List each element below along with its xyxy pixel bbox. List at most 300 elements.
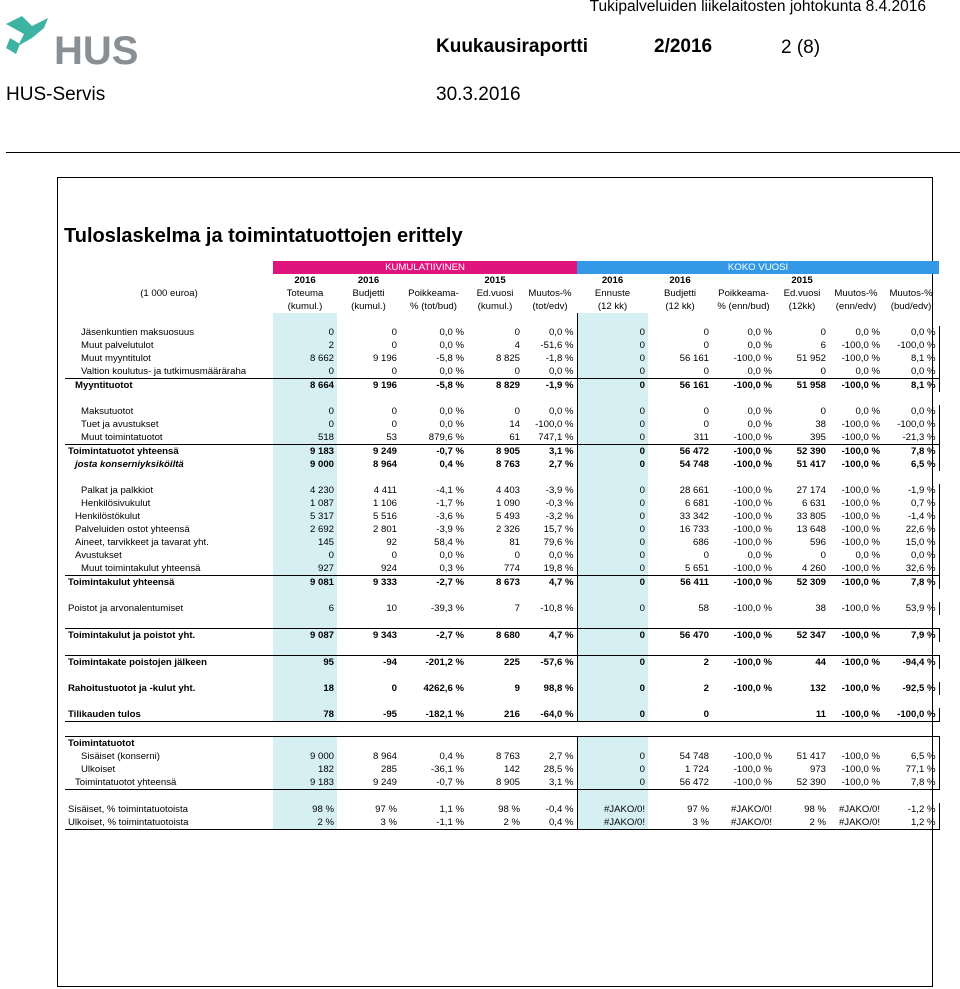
column-sublabel: % (enn/bud): [717, 300, 770, 312]
value-cell: 0,0 %: [439, 405, 464, 417]
value-cell: -100,0 %: [841, 536, 880, 548]
value-cell: [400, 737, 467, 751]
value-cell: 0,0 %: [548, 326, 574, 338]
spacer-row: [65, 615, 939, 629]
value-cell: 0: [577, 536, 648, 549]
value-cell: 747,1 %: [538, 431, 574, 443]
value-cell: 51 952: [796, 352, 826, 364]
value-cell: 0: [514, 549, 520, 561]
value-cell: 1 724: [684, 763, 709, 775]
spacer-cell: [577, 589, 648, 602]
value-cell: 2 801: [372, 523, 397, 535]
spacer-cell: [829, 695, 883, 708]
spacer-cell: [467, 392, 523, 405]
spacer-cell: [648, 471, 712, 484]
header-divider: [6, 152, 960, 153]
table-row: [65, 510, 939, 523]
value-cell: 0,0 %: [747, 405, 772, 417]
spacer-cell: [523, 615, 577, 629]
value-cell: 8 763: [495, 750, 520, 762]
spacer-cell: [337, 392, 400, 405]
value-cell: -100,0 %: [733, 352, 772, 364]
value-cell: -100,0 %: [535, 418, 574, 430]
value-cell: [648, 737, 712, 751]
row-label: Ulkoiset, % toimintatuotoista: [65, 816, 273, 830]
spacer-cell: [648, 695, 712, 708]
value-cell: -100,0 %: [712, 445, 775, 459]
table-row: [65, 629, 939, 643]
table-row: [65, 816, 939, 830]
value-cell: 0: [577, 750, 648, 763]
spacer-cell: [65, 790, 273, 804]
value-cell: #JAKO/0!: [730, 803, 772, 815]
report-title: Kuukausiraportti: [436, 36, 589, 57]
value-cell: 19,8 %: [543, 562, 574, 574]
spacer-cell: [577, 695, 648, 708]
spacer-cell: [883, 669, 939, 682]
value-cell: 33 805: [796, 510, 826, 522]
value-cell: 0: [577, 365, 648, 379]
value-cell: -5,8 %: [436, 352, 464, 364]
value-cell: -1,1 %: [400, 816, 467, 830]
table-row: [65, 682, 939, 695]
spacer-cell: [883, 471, 939, 484]
value-cell: 8 662: [273, 352, 337, 365]
column-sublabel: (12kk): [788, 300, 816, 312]
column-label-row: [65, 287, 939, 300]
spacer-cell: [883, 642, 939, 656]
value-cell: -100,0 %: [883, 339, 939, 352]
spacer-cell: [400, 642, 467, 656]
column-label: Ed.vuosi: [476, 287, 514, 299]
value-cell: 0,0 %: [883, 549, 939, 562]
spacer-cell: [648, 313, 712, 326]
column-year: [523, 274, 577, 287]
spacer-cell: [65, 615, 273, 629]
column-year: 2016: [294, 274, 316, 286]
spacer-cell: [400, 589, 467, 602]
value-cell: 132: [809, 682, 826, 694]
value-cell: 0: [577, 431, 648, 445]
spacer-cell: [337, 615, 400, 629]
value-cell: 9 333: [337, 576, 400, 590]
value-cell: 9 183: [273, 776, 337, 790]
value-cell: -100,0 %: [733, 431, 772, 443]
value-cell: 0: [703, 549, 709, 561]
value-cell: 7,9 %: [883, 629, 939, 643]
value-cell: -100,0 %: [829, 379, 883, 393]
value-cell: -0,7 %: [400, 776, 467, 790]
row-label: Toimintakulut yhteensä: [65, 576, 273, 590]
table-row: [65, 445, 939, 459]
hus-logo: [4, 14, 144, 70]
value-cell: 0,0 %: [883, 365, 939, 379]
column-sublabel: (tot/edv): [532, 300, 568, 312]
spacer-cell: [337, 790, 400, 804]
value-cell: -1,2 %: [883, 803, 939, 816]
value-cell: -100,0 %: [733, 750, 772, 762]
spacer-cell: [883, 790, 939, 804]
spacer-cell: [273, 589, 337, 602]
value-cell: 95: [273, 656, 337, 670]
spacer-cell: [523, 695, 577, 708]
value-cell: 8 905: [467, 445, 523, 459]
spacer-cell: [273, 642, 337, 656]
value-cell: 311: [693, 431, 709, 443]
column-sublabel: (kumul.): [287, 300, 323, 312]
spacer-cell: [829, 642, 883, 656]
value-cell: 0,0 %: [747, 326, 772, 338]
table-row: [65, 418, 939, 431]
column-sublabel: (kumul.): [351, 300, 386, 312]
value-cell: 54 748: [679, 750, 709, 762]
value-cell: 51 417: [796, 458, 826, 470]
value-cell: 0: [577, 484, 648, 497]
table-row: [65, 656, 939, 670]
column-label: Poikkeama-: [408, 287, 459, 299]
spacer-cell: [400, 313, 467, 326]
value-cell: -100,0 %: [829, 445, 883, 459]
value-cell: 6 631: [801, 497, 826, 509]
spacer-cell: [273, 313, 337, 326]
value-cell: 9 249: [337, 776, 400, 790]
value-cell: 0: [577, 562, 648, 576]
value-cell: -1,7 %: [436, 497, 464, 509]
spacer-cell: [648, 669, 712, 682]
column-label: Ennuste: [594, 287, 631, 299]
value-cell: 0,0 %: [439, 339, 464, 351]
value-cell: 0,4 %: [439, 750, 464, 762]
value-cell: 7,8 %: [883, 576, 939, 590]
value-cell: 9 087: [273, 629, 337, 643]
value-cell: 1,2 %: [883, 816, 939, 830]
value-cell: -94,4 %: [883, 656, 939, 670]
value-cell: 0: [391, 365, 397, 377]
value-cell: 28 661: [679, 484, 709, 496]
value-cell: 0: [820, 365, 826, 377]
value-cell: 0,4 %: [439, 458, 464, 470]
revenue-breakdown-table: [65, 736, 940, 830]
table-row: [65, 497, 939, 510]
value-cell: -100,0 %: [829, 629, 883, 643]
spacer-cell: [467, 669, 523, 682]
spacer-cell: [273, 615, 337, 629]
spacer-cell: [400, 615, 467, 629]
value-cell: 973: [809, 763, 826, 775]
value-cell: 8 905: [467, 776, 523, 790]
value-cell: 0: [391, 339, 397, 351]
spacer-cell: [775, 790, 829, 804]
column-sublabel: (enn/edv): [835, 300, 877, 312]
value-cell: 7: [514, 602, 520, 614]
table-row: [65, 339, 939, 352]
row-label: Muut palvelutulot: [81, 339, 154, 351]
table-row: [65, 379, 939, 393]
table-row: [65, 750, 939, 763]
value-cell: 9 000: [273, 458, 337, 471]
row-label: Muut toimintakulut yhteensä: [81, 562, 201, 574]
value-cell: 0: [703, 326, 709, 338]
spacer-cell: [712, 313, 775, 326]
table-row: [65, 602, 939, 615]
value-cell: -100,0 %: [883, 708, 939, 722]
table-row: [65, 576, 939, 590]
value-cell: 5 651: [684, 562, 709, 574]
table-row: [65, 776, 939, 790]
value-cell: 285: [380, 763, 397, 775]
row-label: Henkilösivukulut: [81, 497, 151, 509]
value-cell: -10,8 %: [540, 602, 574, 614]
spacer-cell: [467, 642, 523, 656]
value-cell: 3 %: [648, 816, 712, 830]
value-cell: 7,8 %: [883, 776, 939, 790]
value-cell: 4262,6 %: [423, 682, 464, 694]
value-cell: 0,4 %: [523, 816, 577, 830]
value-cell: -100,0 %: [733, 763, 772, 775]
column-year-row: [65, 274, 939, 287]
spacer-cell: [775, 471, 829, 484]
spacer-row: [65, 392, 939, 405]
spacer-row: [65, 313, 939, 326]
value-cell: 4: [514, 339, 520, 351]
column-label: Toteuma: [286, 287, 324, 299]
value-cell: 0: [703, 405, 709, 417]
row-label: Myyntituotot: [65, 379, 273, 393]
value-cell: 15,7 %: [543, 523, 574, 535]
value-cell: 9 196: [337, 379, 400, 393]
column-group-header: [65, 261, 939, 274]
value-cell: 0: [820, 549, 826, 561]
value-cell: -100,0 %: [712, 776, 775, 790]
value-cell: 53,9 %: [883, 602, 939, 615]
value-cell: 518: [273, 431, 337, 445]
spacer-cell: [829, 392, 883, 405]
value-cell: 13 648: [796, 523, 826, 535]
value-cell: 395: [809, 431, 826, 443]
value-cell: 0,0 %: [855, 549, 880, 561]
value-cell: -3,9 %: [436, 523, 464, 535]
value-cell: 56 470: [648, 629, 712, 643]
row-label: Rahoitustuotot ja -kulut yht.: [68, 682, 196, 694]
value-cell: 0: [273, 365, 337, 379]
column-sublabel-row: [65, 300, 939, 313]
row-label: Muut toimintatuotot: [81, 431, 163, 443]
value-cell: 9 183: [273, 445, 337, 459]
value-cell: -100,0 %: [712, 379, 775, 393]
spacer-cell: [273, 790, 337, 804]
value-cell: 0,0 %: [747, 549, 772, 561]
value-cell: [775, 737, 829, 751]
value-cell: 5 516: [372, 510, 397, 522]
spacer-cell: [65, 313, 273, 326]
spacer-cell: [712, 471, 775, 484]
value-cell: 0: [391, 682, 397, 694]
spacer-cell: [523, 589, 577, 602]
value-cell: 32,6 %: [883, 562, 939, 576]
value-cell: 0: [514, 405, 520, 417]
value-cell: 81: [509, 536, 520, 548]
spacer-cell: [648, 615, 712, 629]
column-year: [400, 274, 467, 287]
value-cell: #JAKO/0!: [577, 803, 648, 816]
value-cell: -100,0 %: [841, 562, 880, 574]
value-cell: 56 161: [679, 352, 709, 364]
value-cell: 0,0 %: [883, 405, 939, 418]
value-cell: 52 347: [775, 629, 829, 643]
value-cell: 10: [386, 602, 397, 614]
value-cell: 15,0 %: [883, 536, 939, 549]
spacer-cell: [577, 471, 648, 484]
row-label: Tilikauden tulos: [65, 708, 273, 722]
column-sublabel: (12 kk): [597, 300, 628, 312]
spacer-cell: [467, 695, 523, 708]
unit-label: (1 000 euroa): [140, 287, 198, 299]
value-cell: #JAKO/0!: [577, 816, 648, 830]
value-cell: 0: [577, 523, 648, 536]
value-cell: 0,0 %: [747, 365, 772, 377]
table-row: [65, 803, 939, 816]
value-cell: 97 %: [687, 803, 709, 815]
value-cell: 98,8 %: [543, 682, 574, 694]
spacer-row: [65, 471, 939, 484]
spacer-cell: [337, 642, 400, 656]
value-cell: 8 964: [372, 750, 397, 762]
value-cell: 4 260: [801, 562, 826, 574]
value-cell: 2 %: [467, 816, 523, 830]
value-cell: 8 825: [495, 352, 520, 364]
value-cell: -2,7 %: [400, 629, 467, 643]
value-cell: 14: [509, 418, 520, 430]
spacer-cell: [273, 695, 337, 708]
value-cell: 0,0 %: [883, 326, 939, 339]
table-row: [65, 737, 939, 751]
spacer-cell: [775, 313, 829, 326]
value-cell: 0: [391, 549, 397, 561]
value-cell: 0: [577, 549, 648, 562]
spacer-cell: [577, 615, 648, 629]
value-cell: 8 680: [467, 629, 523, 643]
value-cell: -100,0 %: [733, 510, 772, 522]
value-cell: -100,0 %: [841, 750, 880, 762]
row-label: Toimintatuotot: [65, 737, 273, 751]
spacer-cell: [648, 642, 712, 656]
spacer-cell: [775, 669, 829, 682]
value-cell: -57,6 %: [523, 656, 577, 670]
column-label: Muutos-%: [889, 287, 933, 299]
column-label: Ed.vuosi: [783, 287, 821, 299]
value-cell: 98 %: [804, 803, 826, 815]
value-cell: 0: [273, 418, 337, 431]
spacer-cell: [273, 669, 337, 682]
column-label: Budjetti: [352, 287, 385, 299]
spacer-cell: [577, 669, 648, 682]
value-cell: 6: [273, 602, 337, 615]
spacer-cell: [467, 471, 523, 484]
value-cell: -100,0 %: [733, 523, 772, 535]
value-cell: 56 411: [648, 576, 712, 590]
header-spacer: [65, 274, 273, 287]
spacer-cell: [400, 669, 467, 682]
value-cell: -100,0 %: [733, 602, 772, 614]
row-label: Toimintatuotot yhteensä: [65, 445, 273, 459]
value-cell: [829, 737, 883, 751]
doc-meta: Tukipalveluiden liikelaitosten johtokunta 8.4.2016: [589, 0, 926, 15]
spacer-cell: [337, 313, 400, 326]
column-sublabel: (bud/edv): [890, 300, 932, 312]
value-cell: 51 417: [796, 750, 826, 762]
spacer-cell: [883, 695, 939, 708]
table-row: [65, 458, 939, 471]
spacer-cell: [648, 790, 712, 804]
value-cell: 2,7 %: [548, 750, 574, 762]
table-row: [65, 431, 939, 445]
table-row: [65, 326, 939, 339]
spacer-cell: [523, 790, 577, 804]
value-cell: 0: [577, 352, 648, 365]
value-cell: 1 090: [495, 497, 520, 509]
spacer-cell: [400, 471, 467, 484]
value-cell: 0: [577, 682, 648, 695]
spacer-cell: [829, 471, 883, 484]
value-cell: 8 664: [273, 379, 337, 393]
spacer-cell: [400, 790, 467, 804]
spacer-cell: [577, 642, 648, 656]
value-cell: 0: [577, 629, 648, 643]
value-cell: -1,8 %: [545, 352, 574, 364]
value-cell: 58: [698, 602, 709, 614]
value-cell: 77,1 %: [883, 763, 939, 776]
value-cell: 1,1 %: [439, 803, 464, 815]
value-cell: 774: [503, 562, 520, 574]
value-cell: 0: [273, 405, 337, 418]
value-cell: 4,7 %: [523, 629, 577, 643]
value-cell: 61: [509, 431, 520, 443]
value-cell: -1,9 %: [523, 379, 577, 393]
row-label: Tuet ja avustukset: [81, 418, 159, 430]
value-cell: -0,3 %: [545, 497, 574, 509]
value-cell: 3 %: [337, 816, 400, 830]
page-number: 2 (8): [781, 37, 821, 58]
spacer-cell: [467, 790, 523, 804]
value-cell: 78: [273, 708, 337, 722]
value-cell: -0,7 %: [400, 445, 467, 459]
value-cell: 98 %: [498, 803, 520, 815]
value-cell: 0: [273, 549, 337, 562]
row-label: Toimintatuotot yhteensä: [65, 776, 273, 790]
value-cell: 5 317: [273, 510, 337, 523]
value-cell: 9 081: [273, 576, 337, 590]
value-cell: 4 230: [273, 484, 337, 497]
spacer-cell: [337, 589, 400, 602]
spacer-cell: [273, 392, 337, 405]
spacer-cell: [712, 589, 775, 602]
value-cell: 51 958: [775, 379, 829, 393]
value-cell: 0: [577, 458, 648, 471]
value-cell: 2 %: [273, 816, 337, 830]
value-cell: 927: [273, 562, 337, 576]
value-cell: 8,1 %: [883, 379, 939, 393]
value-cell: -100,0 %: [712, 656, 775, 670]
column-year: 2015: [484, 274, 506, 286]
value-cell: 0: [577, 656, 648, 670]
value-cell: 0: [514, 365, 520, 377]
spacer-cell: [467, 615, 523, 629]
value-cell: 0: [703, 339, 709, 351]
value-cell: 0,0 %: [439, 549, 464, 561]
value-cell: 27 174: [796, 484, 826, 496]
value-cell: 38: [815, 418, 826, 430]
value-cell: 145: [273, 536, 337, 549]
